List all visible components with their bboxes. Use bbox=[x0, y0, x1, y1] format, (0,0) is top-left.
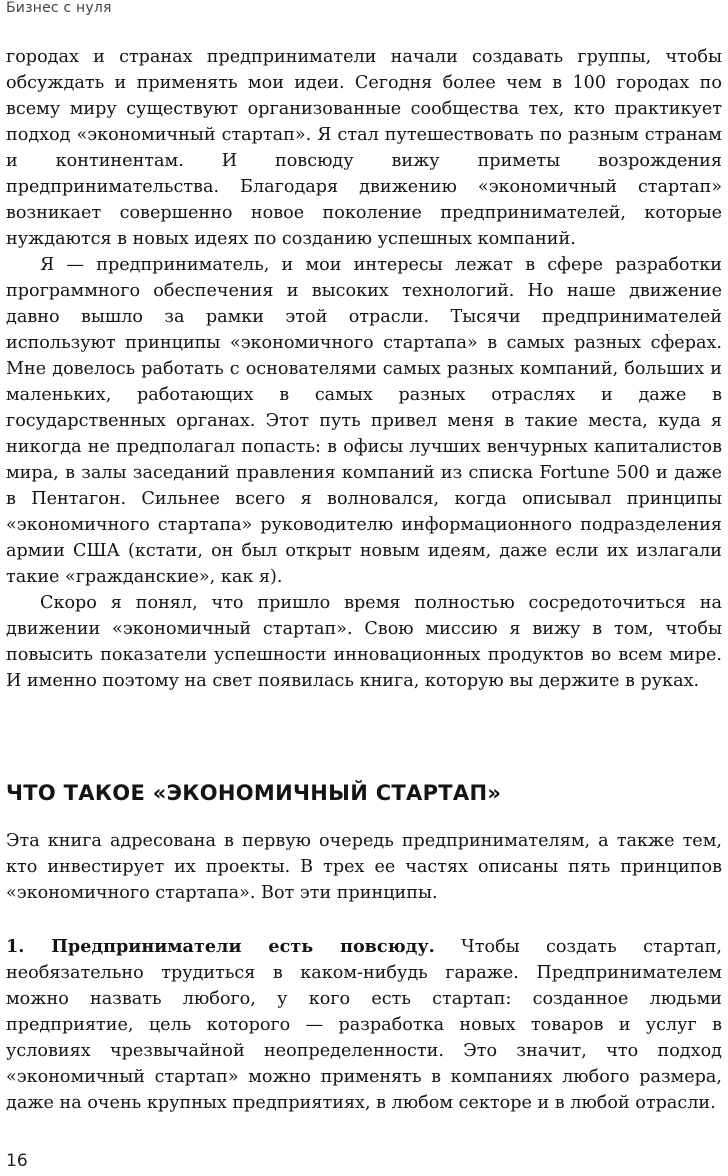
paragraph: городах и странах предприниматели начали создавать группы, чтобы обсуждать и применять мои идеи. Сегодня более чем в 100 городах по всему миру существуют организованные сообщества тех, кто практикует подход «экономичный стартап». Я стал путешествовать по разным странам и континентам. И повсюду вижу приметы возрождения предпринимательства. Благодаря движению «экономичный стартап» возникает совершенно новое поколение предпринимателей, которые нуждаются в новых идеях по созданию успешных компаний. bbox=[6, 47, 722, 249]
paragraph: Скоро я понял, что пришло время полностью сосредоточиться на движении «экономичный стартап». Свою миссию я вижу в том, чтобы повысить показатели успешности инновационных продуктов во всем мире. И именно поэтому на свет появилась книга, которую вы держите в руках. bbox=[6, 593, 722, 691]
principle-item bbox=[6, 934, 722, 1116]
principle-paragraph bbox=[6, 934, 722, 1116]
intro-text bbox=[6, 828, 722, 906]
paragraph: Я — предприниматель, и мои интересы лежат в сфере разработки программного обеспечения и высоких технологий. Но наше движение давно вышло за рамки этой отрасли. Тысячи предпринимателей используют принципы «экономичного стартапа» в самых разных сферах. Мне довелось работать с основателями самых разных компаний, больших и маленьких, работающих в самых разных отраслях и даже в государственных органах. Этот путь привел меня в такие места, куда я никогда не предполагал попасть: в офисы лучших венчурных капиталистов мира, в залы заседаний правления компаний из списка Fortune 500 и даже в Пентагон. Сильнее всего я волновался, когда описывал принципы «экономичного стартапа» руководителю информационного подразделения армии США (кстати, он был открыт новым идеям, даже если их излагали такие «гражданские», как я). bbox=[6, 255, 722, 587]
main-text bbox=[6, 44, 722, 694]
principle-text: Чтобы создать стартап, необязательно трудиться в каком-нибудь гараже. Предпринимателем можно назвать любого, у кого есть стартап: созданное людьми предприятие, цель которого — разработка новых товаров и услуг в условиях чрезвычайной неопределенности. Это значит, что подход «экономичный стартап» можно применять в компаниях любого размера, даже на очень крупных предприятиях, в любом секторе и в любой отрасли. bbox=[6, 937, 722, 1113]
paragraph: Эта книга адресована в первую очередь предпринимателям, а также тем, кто инвестирует их проекты. В трех ее частях описаны пять принципов «экономичного стартапа». Вот эти принципы. bbox=[6, 831, 722, 903]
principle-title: 1. Предприниматели есть повсюду. bbox=[6, 936, 435, 957]
page-number: 16 bbox=[6, 1151, 28, 1171]
running-head: Бизнес с нуля bbox=[6, 0, 112, 16]
section-heading: ЧТО ТАКОЕ «ЭКОНОМИЧНЫЙ СТАРТАП» bbox=[6, 781, 502, 805]
